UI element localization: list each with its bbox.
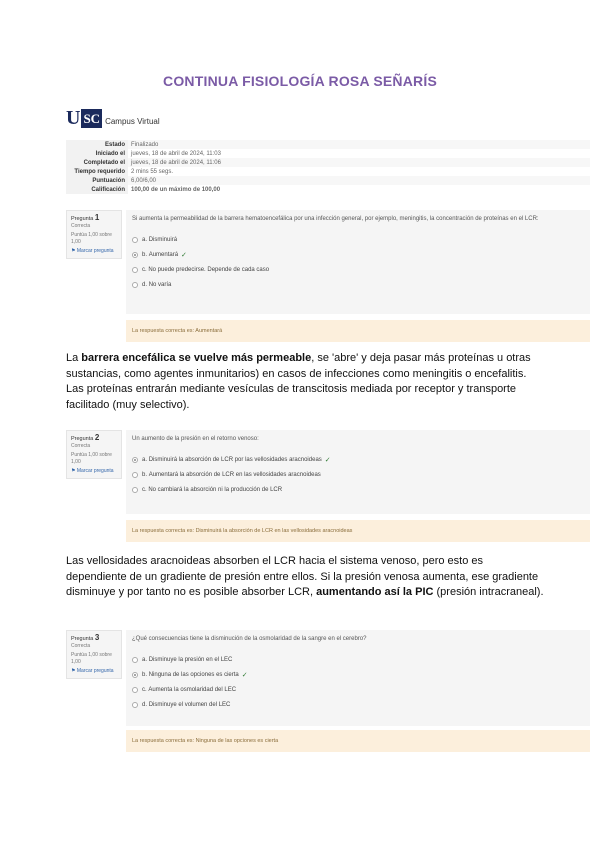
summary-value: jueves, 18 de abril de 2024, 11:06 bbox=[128, 158, 590, 167]
explanation-paragraph-1: La barrera encefálica se vuelve más permeable, se 'abre' y deja pasar más proteínas u otras sustancias, como agentes inmunitarios) en casos de infecciones como meningitis o encefalitis. Las proteínas entrarán mediante vesículas de transcitosis mediada por receptor y transporte facilitado (muy selectivo). bbox=[66, 352, 531, 411]
summary-key: Completado el bbox=[66, 158, 128, 167]
answer-option[interactable]: d. No varía bbox=[132, 277, 584, 292]
summary-row bbox=[66, 149, 590, 158]
flag-icon: ⚑ bbox=[71, 248, 76, 254]
answer-option[interactable]: a. Disminuye la presión en el LEC bbox=[132, 652, 584, 667]
summary-key: Iniciado el bbox=[66, 149, 128, 158]
summary-row bbox=[66, 158, 590, 167]
question-text: Un aumento de la presión en el retorno venoso: bbox=[132, 436, 259, 442]
radio-icon[interactable] bbox=[132, 267, 138, 273]
flag-question-link[interactable]: ⚑ Marcar pregunta bbox=[71, 248, 114, 254]
answer-option[interactable]: b. Ninguna de las opciones es cierta ✓ bbox=[132, 667, 584, 682]
question-number: Pregunta 2 bbox=[71, 433, 100, 442]
question-status: Correcta bbox=[71, 443, 91, 449]
answer-option[interactable]: c. Aumenta la osmolaridad del LEC bbox=[132, 682, 584, 697]
summary-value: 100,00 de un máximo de 100,00 bbox=[131, 186, 221, 193]
check-icon: ✓ bbox=[241, 671, 248, 679]
radio-icon[interactable] bbox=[132, 702, 138, 708]
question-text: ¿Qué consecuencias tiene la disminución de la osmolaridad de la sangre en el cerebro? bbox=[132, 636, 367, 642]
summary-row bbox=[66, 140, 590, 149]
logo-sc: SC bbox=[83, 110, 101, 126]
flag-icon: ⚑ bbox=[71, 668, 76, 674]
question-info bbox=[66, 210, 122, 259]
answer-option[interactable]: b. Aumentará la absorción de LCR en las vellosidades aracnoideas bbox=[132, 467, 584, 482]
question-2 bbox=[66, 430, 590, 546]
summary-key: Calificación bbox=[66, 185, 128, 194]
question-score: Puntúa 1,00 sobre 1,00 bbox=[71, 232, 112, 245]
flag-question-link[interactable]: ⚑ Marcar pregunta bbox=[71, 468, 114, 474]
correct-answer-feedback: La respuesta correcta es: Ninguna de las opciones es cierta bbox=[126, 730, 590, 752]
answer-option[interactable]: a. Disminuirá bbox=[132, 232, 584, 247]
answer-option[interactable]: b. Aumentará ✓ bbox=[132, 247, 584, 262]
summary-key: Puntuación bbox=[66, 176, 128, 185]
summary-row bbox=[66, 176, 590, 185]
summary-value: Finalizado bbox=[128, 140, 590, 149]
question-body bbox=[126, 210, 590, 314]
answer-option[interactable]: c. No cambiará la absorción ni la producción de LCR bbox=[132, 482, 584, 497]
summary-value: 2 mins 55 segs. bbox=[131, 168, 174, 175]
check-icon: ✓ bbox=[324, 456, 331, 464]
usc-logo bbox=[66, 108, 160, 128]
question-body bbox=[126, 630, 590, 726]
correct-answer-feedback: La respuesta correcta es: Disminuirá la absorción de LCR en las vellosidades aracnoideas bbox=[126, 520, 590, 542]
document-title: CONTINUA FISIOLOGÍA ROSA SEÑARÍS bbox=[163, 73, 437, 89]
question-3 bbox=[66, 630, 590, 754]
radio-icon[interactable] bbox=[132, 687, 138, 693]
radio-icon[interactable] bbox=[132, 457, 138, 463]
summary-value: 6,00/6,00 bbox=[128, 176, 590, 185]
radio-icon[interactable] bbox=[132, 472, 138, 478]
summary-key: Estado bbox=[66, 140, 128, 149]
flag-icon: ⚑ bbox=[71, 468, 76, 474]
logo-campus-virtual: Campus Virtual bbox=[105, 116, 160, 126]
radio-icon[interactable] bbox=[132, 252, 138, 258]
explanation-paragraph-2: Las vellosidades aracnoideas absorben el LCR hacia el sistema venoso, pero esto es dependiente de un gradiente de presión entre ellos. Si la presión venosa aumenta, ese gradiente disminuye y por tanto no es posible absorber LCR, aumentando así la PIC (presión intracraneal). bbox=[66, 555, 544, 598]
question-text: Si aumenta la permeabilidad de la barrera hematoencefálica por una infección general, por ejemplo, meningitis, la concentración de proteínas en el LCR: bbox=[132, 216, 539, 222]
summary-key: Tiempo requerido bbox=[66, 167, 128, 176]
answer-option[interactable]: d. Disminuye el volumen del LEC bbox=[132, 697, 584, 712]
correct-answer-feedback: La respuesta correcta es: Aumentará bbox=[126, 320, 590, 342]
question-body bbox=[126, 430, 590, 514]
summary-value: jueves, 18 de abril de 2024, 11:03 bbox=[131, 150, 221, 157]
flag-question-link[interactable]: ⚑ Marcar pregunta bbox=[71, 668, 114, 674]
summary-row bbox=[66, 167, 590, 176]
question-info bbox=[66, 630, 122, 679]
answer-option[interactable]: a. Disminuirá la absorción de LCR por las vellosidades aracnoideas ✓ bbox=[132, 452, 584, 467]
question-1 bbox=[66, 210, 590, 344]
radio-icon[interactable] bbox=[132, 487, 138, 493]
question-number: Pregunta 1 bbox=[71, 213, 100, 222]
radio-icon[interactable] bbox=[132, 282, 138, 288]
radio-icon[interactable] bbox=[132, 237, 138, 243]
radio-icon[interactable] bbox=[132, 672, 138, 678]
question-number: Pregunta 3 bbox=[71, 633, 100, 642]
logo-u: U bbox=[66, 107, 81, 129]
question-score: Puntúa 1,00 sobre 1,00 bbox=[71, 452, 112, 465]
attempt-summary bbox=[66, 140, 590, 194]
radio-icon[interactable] bbox=[132, 657, 138, 663]
question-status: Correcta bbox=[71, 643, 91, 649]
question-score: Puntúa 1,00 sobre 1,00 bbox=[71, 652, 112, 665]
check-icon: ✓ bbox=[181, 251, 187, 259]
summary-row bbox=[66, 185, 590, 194]
question-info bbox=[66, 430, 122, 479]
answer-option[interactable]: c. No puede predecirse. Depende de cada caso bbox=[132, 262, 584, 277]
question-status: Correcta bbox=[71, 223, 91, 229]
